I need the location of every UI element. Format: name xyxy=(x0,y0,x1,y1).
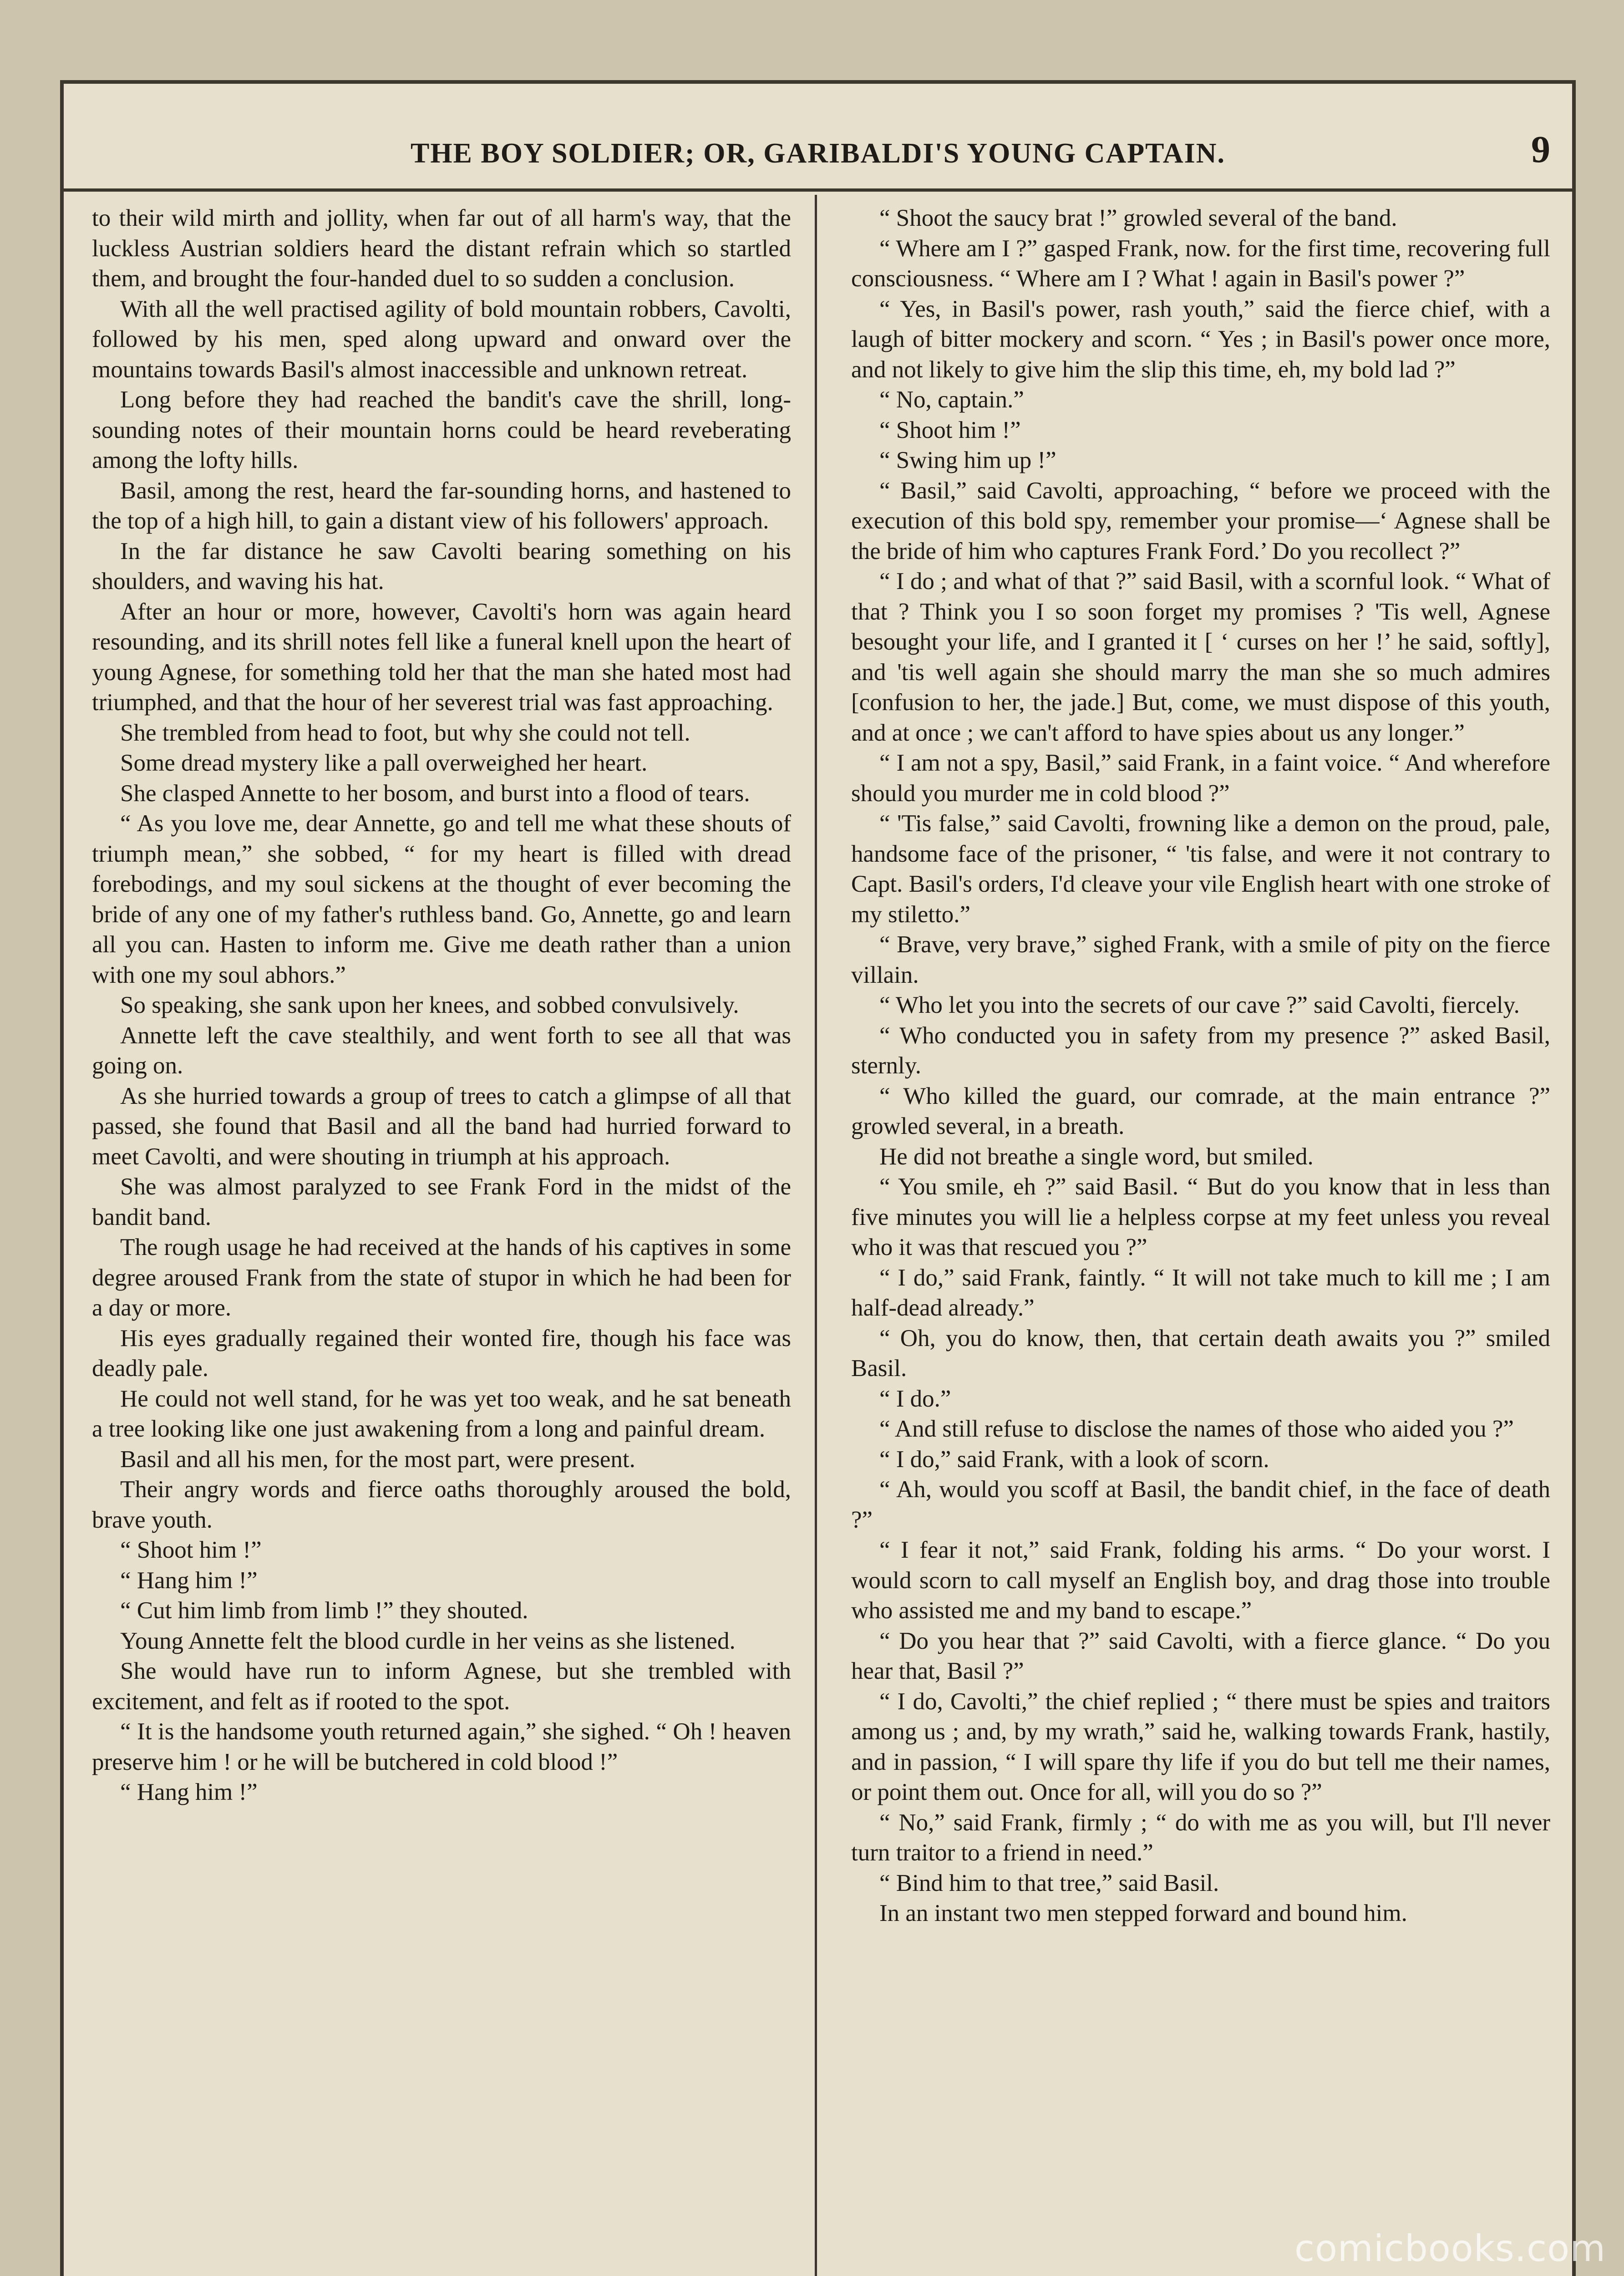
paragraph: “ Shoot the saucy brat !” growled several of the band. xyxy=(879,205,1397,231)
paragraph: “ Shoot him !” xyxy=(879,417,1021,443)
magazine-page xyxy=(60,80,1576,2276)
paragraph: “ Cut him limb from limb !” they shouted. xyxy=(120,1597,528,1624)
paragraph: She was almost paralyzed to see Frank Ford in the midst of the bandit band. xyxy=(92,1174,791,1230)
paragraph: “ It is the handsome youth returned again,” she sighed. “ Oh ! heaven preserve him ! or he will be butchered in cold blood !” xyxy=(92,1718,791,1775)
paragraph: “ I do ; and what of that ?” said Basil, with a scornful look. “ What of that ? Think you I so soon forget my promises ? 'Tis well, Agnese besought your life, and I granted it [ ‘ curses on her !’ he said, softly], and 'tis well again she should marry the man she so much admires [confusion to her, the jade.] But, come, we must dispose of this youth, and at once ; we can't afford to have spies about us any longer.” xyxy=(851,568,1550,746)
paragraph: In the far distance he saw Cavolti bearing something on his shoulders, and waving his hat. xyxy=(92,538,791,594)
paragraph: “ I am not a spy, Basil,” said Frank, in a faint voice. “ And wherefore should you murder me in cold blood ?” xyxy=(851,750,1550,807)
paragraph: “ Bind him to that tree,” said Basil. xyxy=(879,1870,1219,1896)
paragraph: After an hour or more, however, Cavolti's horn was again heard resounding, and its shrill notes fell like a funeral knell upon the heart of young Agnese, for something told her that the man she hated most had triumphed, and that the hour of her severest trial was fast approaching. xyxy=(92,598,791,716)
paragraph: “ No,” said Frank, firmly ; “ do with me as you will, but I'll never turn traitor to a friend in need.” xyxy=(851,1809,1550,1866)
paragraph: With all the well practised agility of bold mountain robbers, Cavolti, followed by his men, sped along upward and onward over the mountains towards Basil's almost inaccessible and unknown retreat. xyxy=(92,295,791,383)
left-text-column xyxy=(92,203,791,2276)
paragraph: Annette left the cave stealthily, and went forth to see all that was going on. xyxy=(92,1022,791,1079)
paragraph: “ Who killed the guard, our comrade, at the main entrance ?” growled several, in a breath. xyxy=(851,1082,1550,1139)
paragraph: to their wild mirth and jollity, when far out of all harm's way, that the luckless Austrian soldiers heard the distant refrain which so startled them, and brought the four-handed duel to so sudden a conclusion. xyxy=(92,205,791,292)
paragraph: “ Brave, very brave,” sighed Frank, with a smile of pity on the fierce villain. xyxy=(851,931,1550,988)
paragraph: Basil, among the rest, heard the far-sounding horns, and hastened to the top of a high hill, to gain a distant view of his followers' approach. xyxy=(92,477,791,534)
paragraph: Their angry words and fierce oaths thoroughly aroused the bold, brave youth. xyxy=(92,1476,791,1533)
paragraph: Basil and all his men, for the most part, were present. xyxy=(120,1446,635,1473)
running-title: THE BOY SOLDIER; OR, GARIBALDI'S YOUNG CAPTAIN. xyxy=(410,138,1226,169)
paragraph: “ As you love me, dear Annette, go and tell me what these shouts of triumph mean,” she sobbed, “ for my heart is filled with dread forebodings, and my soul sickens at the thought of ever becoming the bride of any one of my father's ruthless band. Go, Annette, go and learn all you can. Hasten to inform me. Give me death rather than a union with one my soul abhors.” xyxy=(92,810,791,988)
paragraph: In an instant two men stepped forward and bound him. xyxy=(879,1900,1407,1926)
paragraph: “ And still refuse to disclose the names of those who aided you ?” xyxy=(879,1416,1514,1442)
paragraph: As she hurried towards a group of trees to catch a glimpse of all that passed, she found that Basil and all the band had hurried forward to meet Cavolti, and were shouting in triumph at his approach. xyxy=(92,1082,791,1170)
paragraph: “ 'Tis false,” said Cavolti, frowning like a demon on the proud, pale, handsome face of the prisoner, “ 'tis false, and were it not contrary to Capt. Basil's orders, I'd cleave your vile English heart with one stroke of my stiletto.” xyxy=(851,810,1550,928)
paragraph: “ I do.” xyxy=(879,1385,951,1412)
paragraph: “ I do,” said Frank, with a look of scorn. xyxy=(879,1446,1269,1473)
site-watermark: comicbooks.com xyxy=(1294,2227,1606,2270)
column-divider xyxy=(815,195,817,2276)
paragraph: “ Hang him !” xyxy=(120,1567,258,1594)
paragraph: He could not well stand, for he was yet too weak, and he sat beneath a tree looking like one just awakening from a long and painful dream. xyxy=(92,1385,791,1442)
paragraph: She trembled from head to foot, but why she could not tell. xyxy=(120,719,690,746)
paragraph: “ Yes, in Basil's power, rash youth,” said the fierce chief, with a laugh of bitter mockery and scorn. “ Yes ; in Basil's power once more, and not likely to give him the slip this time, eh, my bold lad ?” xyxy=(851,295,1550,383)
paragraph: “ I do,” said Frank, faintly. “ It will not take much to kill me ; I am half-dead already.” xyxy=(851,1264,1550,1321)
paragraph: “ Ah, would you scoff at Basil, the bandit chief, in the face of death ?” xyxy=(851,1476,1550,1533)
paragraph: “ Basil,” said Cavolti, approaching, “ before we proceed with the execution of this bold spy, remember your promise—‘ Agnese shall be the bride of him who captures Frank Ford.’ Do you recollect ?” xyxy=(851,477,1550,564)
page-number: 9 xyxy=(1531,128,1550,171)
paragraph: He did not breathe a single word, but smiled. xyxy=(879,1143,1314,1170)
paragraph: “ Shoot him !” xyxy=(120,1537,262,1563)
paragraph: “ Swing him up !” xyxy=(879,447,1056,473)
paragraph: “ Who let you into the secrets of our cave ?” said Cavolti, fiercely. xyxy=(879,992,1520,1018)
paragraph: The rough usage he had received at the hands of his captives in some degree aroused Frank from the state of stupor in which he had been for a day or more. xyxy=(92,1234,791,1321)
paragraph: “ Who conducted you in safety from my presence ?” asked Basil, sternly. xyxy=(851,1022,1550,1079)
paragraph: “ Hang him !” xyxy=(120,1779,258,1805)
paragraph: “ No, captain.” xyxy=(879,386,1024,413)
paragraph: “ Where am I ?” gasped Frank, now. for the first time, recovering full consciousness. “ Where am I ? What ! again in Basil's power ?” xyxy=(851,235,1550,292)
paragraph: Young Annette felt the blood curdle in her veins as she listened. xyxy=(120,1627,736,1654)
paragraph: So speaking, she sank upon her knees, and sobbed convulsively. xyxy=(120,992,739,1018)
paragraph: “ You smile, eh ?” said Basil. “ But do you know that in less than five minutes you will lie a helpless corpse at my feet unless you reveal who it was that rescued you ?” xyxy=(851,1174,1550,1260)
paragraph: His eyes gradually regained their wonted fire, though his face was deadly pale. xyxy=(92,1325,791,1382)
paragraph: She would have run to inform Agnese, but she trembled with excitement, and felt as if rooted to the spot. xyxy=(92,1658,791,1715)
page-header xyxy=(64,84,1572,192)
paragraph: Some dread mystery like a pall overweighed her heart. xyxy=(120,750,648,776)
paragraph: She clasped Annette to her bosom, and burst into a flood of tears. xyxy=(120,780,750,807)
paragraph: “ Oh, you do know, then, that certain death awaits you ?” smiled Basil. xyxy=(851,1325,1550,1382)
paragraph: “ Do you hear that ?” said Cavolti, with a fierce glance. “ Do you hear that, Basil ?” xyxy=(851,1627,1550,1684)
paragraph: “ I fear it not,” said Frank, folding his arms. “ Do your worst. I would scorn to call myself an English boy, and drag those into trouble who assisted me and my band to escape.” xyxy=(851,1537,1550,1624)
paragraph: Long before they had reached the bandit's cave the shrill, long-sounding notes of their mountain horns could be heard reveberating among the lofty hills. xyxy=(92,386,791,473)
right-text-column xyxy=(851,203,1550,2276)
paragraph: “ I do, Cavolti,” the chief replied ; “ there must be spies and traitors among us ; and, by my wrath,” said he, walking towards Frank, hastily, and in passion, “ I will spare thy life if you do but tell me their names, or point them out. Once for all, will you do so ?” xyxy=(851,1688,1550,1805)
